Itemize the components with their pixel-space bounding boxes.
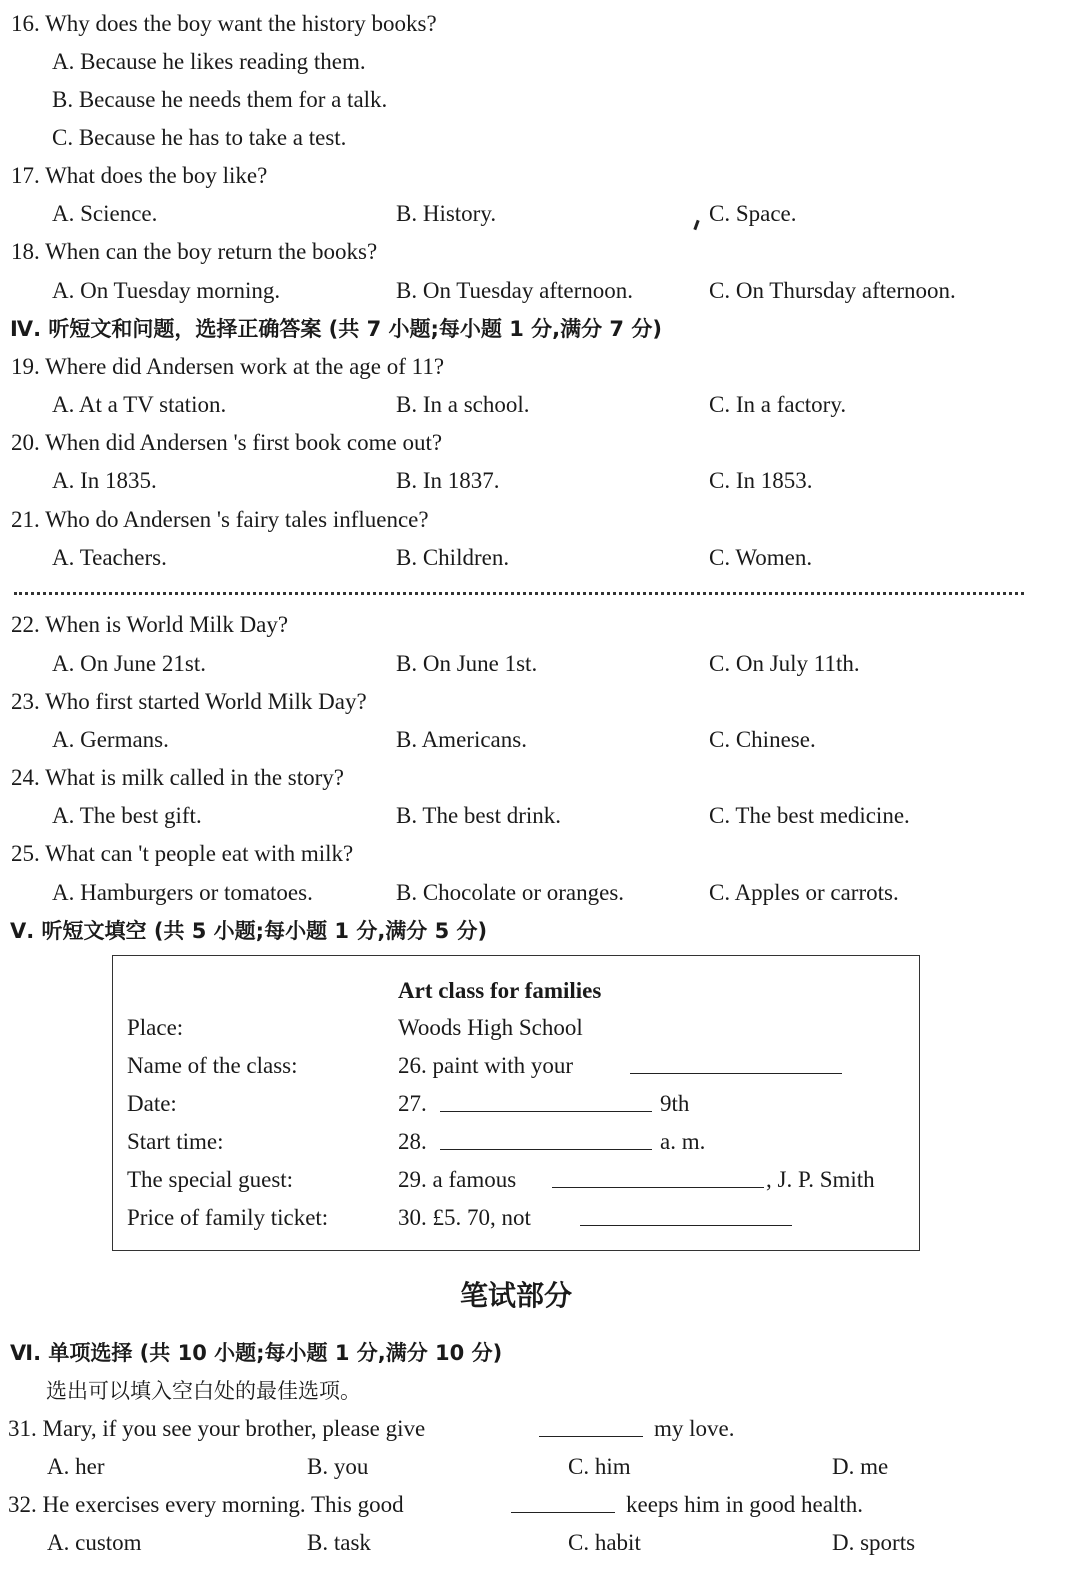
question-18-option-b: B. On Tuesday afternoon.	[396, 278, 634, 303]
section-6-instruction: 选出可以填入空白处的最佳选项。	[46, 1379, 361, 1403]
blank-31[interactable]	[539, 1414, 643, 1444]
question-22-option-a: A. On June 21st.	[52, 651, 206, 676]
blank-28[interactable]	[440, 1127, 652, 1157]
question-18-option-a: A. On Tuesday morning.	[52, 278, 281, 303]
question-17-stem: 17. What does the boy like?	[11, 163, 268, 188]
table-date-suffix: 9th	[660, 1091, 690, 1116]
question-32-option-d: D. sports	[832, 1530, 916, 1555]
table-label-date: Date:	[127, 1091, 177, 1116]
question-18-option-c: C. On Thursday afternoon.	[709, 278, 956, 303]
question-32-option-b: B. task	[307, 1530, 371, 1555]
section-5-heading: Ⅴ. 听短文填空 (共 5 小题;每小题 1 分,满分 5 分)	[10, 919, 488, 943]
question-32-option-a: A. custom	[47, 1530, 142, 1555]
question-25-option-a: A. Hamburgers or tomatoes.	[52, 880, 313, 905]
table-label-place: Place:	[127, 1015, 184, 1040]
question-16-option-c: C. Because he has to take a test.	[52, 125, 347, 150]
section-4-heading: Ⅳ. 听短文和问题，选择正确答案 (共 7 小题;每小题 1 分,满分 7 分)	[10, 317, 662, 341]
question-21-option-a: A. Teachers.	[52, 545, 167, 570]
table-time-suffix: a. m.	[660, 1129, 706, 1154]
question-22-option-c: C. On July 11th.	[709, 651, 860, 676]
table-label-price: Price of family ticket:	[127, 1205, 329, 1230]
question-19-option-c: C. In a factory.	[709, 392, 847, 417]
section-6-heading: Ⅵ. 单项选择 (共 10 小题;每小题 1 分,满分 10 分)	[10, 1341, 503, 1365]
question-19-option-a: A. At a TV station.	[52, 392, 227, 417]
question-19-option-b: B. In a school.	[396, 392, 530, 417]
written-part-heading: 笔试部分	[459, 1279, 572, 1312]
question-20-option-b: B. In 1837.	[396, 468, 500, 493]
table-guest-suffix: , J. P. Smith	[766, 1167, 875, 1192]
table-value-price: 30. £5. 70, not	[398, 1205, 531, 1230]
question-31-stem-end: my love.	[654, 1416, 735, 1441]
question-18-stem: 18. When can the boy return the books?	[11, 239, 378, 264]
question-31-option-a: A. her	[47, 1454, 105, 1479]
question-17-option-b: B. History.	[396, 201, 497, 226]
question-32-stem: 32. He exercises every morning. This good	[8, 1492, 404, 1517]
question-23-option-c: C. Chinese.	[709, 727, 816, 752]
question-20-option-c: C. In 1853.	[709, 468, 813, 493]
question-17-option-a: A. Science.	[52, 201, 158, 226]
question-24-option-c: C. The best medicine.	[709, 803, 910, 828]
table-value-place: Woods High School	[398, 1015, 583, 1040]
blank-29[interactable]	[552, 1165, 764, 1195]
question-20-option-a: A. In 1835.	[52, 468, 157, 493]
question-32-stem-end: keeps him in good health.	[626, 1492, 863, 1517]
question-22-stem: 22. When is World Milk Day?	[11, 612, 289, 637]
table-value-date: 27.	[398, 1091, 427, 1116]
question-24-option-b: B. The best drink.	[396, 803, 562, 828]
question-22-option-b: B. On June 1st.	[396, 651, 538, 676]
question-19-stem: 19. Where did Andersen work at the age of 11?	[11, 354, 445, 379]
question-21-option-c: C. Women.	[709, 545, 813, 570]
question-17-option-c: C. Space.	[709, 201, 797, 226]
table-label-guest: The special guest:	[127, 1167, 294, 1192]
blank-26[interactable]	[630, 1051, 842, 1081]
blank-27[interactable]	[440, 1089, 652, 1119]
question-25-option-b: B. Chocolate or oranges.	[396, 880, 625, 905]
table-value-guest: 29. a famous	[398, 1167, 517, 1192]
question-16-option-b: B. Because he needs them for a talk.	[52, 87, 388, 112]
question-24-stem: 24. What is milk called in the story?	[11, 765, 345, 790]
question-32-option-c: C. habit	[568, 1530, 641, 1555]
question-31-option-c: C. him	[568, 1454, 631, 1479]
question-21-option-b: B. Children.	[396, 545, 510, 570]
question-23-stem: 23. Who first started World Milk Day?	[11, 689, 367, 714]
question-16-option-a: A. Because he likes reading them.	[52, 49, 366, 74]
question-31-option-b: B. you	[307, 1454, 369, 1479]
table-title: Art class for families	[398, 978, 602, 1003]
pen-mark	[693, 220, 699, 230]
question-25-stem: 25. What can 't people eat with milk?	[11, 841, 354, 866]
blank-30[interactable]	[580, 1203, 792, 1233]
question-16-stem: 16. Why does the boy want the history books?	[11, 11, 437, 36]
question-23-option-a: A. Germans.	[52, 727, 169, 752]
table-value-start-time: 28.	[398, 1129, 427, 1154]
question-24-option-a: A. The best gift.	[52, 803, 202, 828]
question-31-option-d: D. me	[832, 1454, 889, 1479]
table-value-class-name: 26. paint with your	[398, 1053, 574, 1078]
question-23-option-b: B. Americans.	[396, 727, 527, 752]
table-label-class-name: Name of the class:	[127, 1053, 298, 1078]
table-label-start-time: Start time:	[127, 1129, 224, 1154]
question-21-stem: 21. Who do Andersen 's fairy tales influence?	[11, 507, 429, 532]
question-20-stem: 20. When did Andersen 's first book come out?	[11, 430, 443, 455]
dotted-divider	[14, 592, 1024, 595]
question-25-option-c: C. Apples or carrots.	[709, 880, 899, 905]
blank-32[interactable]	[511, 1490, 615, 1520]
question-31-stem: 31. Mary, if you see your brother, please give	[8, 1416, 426, 1441]
